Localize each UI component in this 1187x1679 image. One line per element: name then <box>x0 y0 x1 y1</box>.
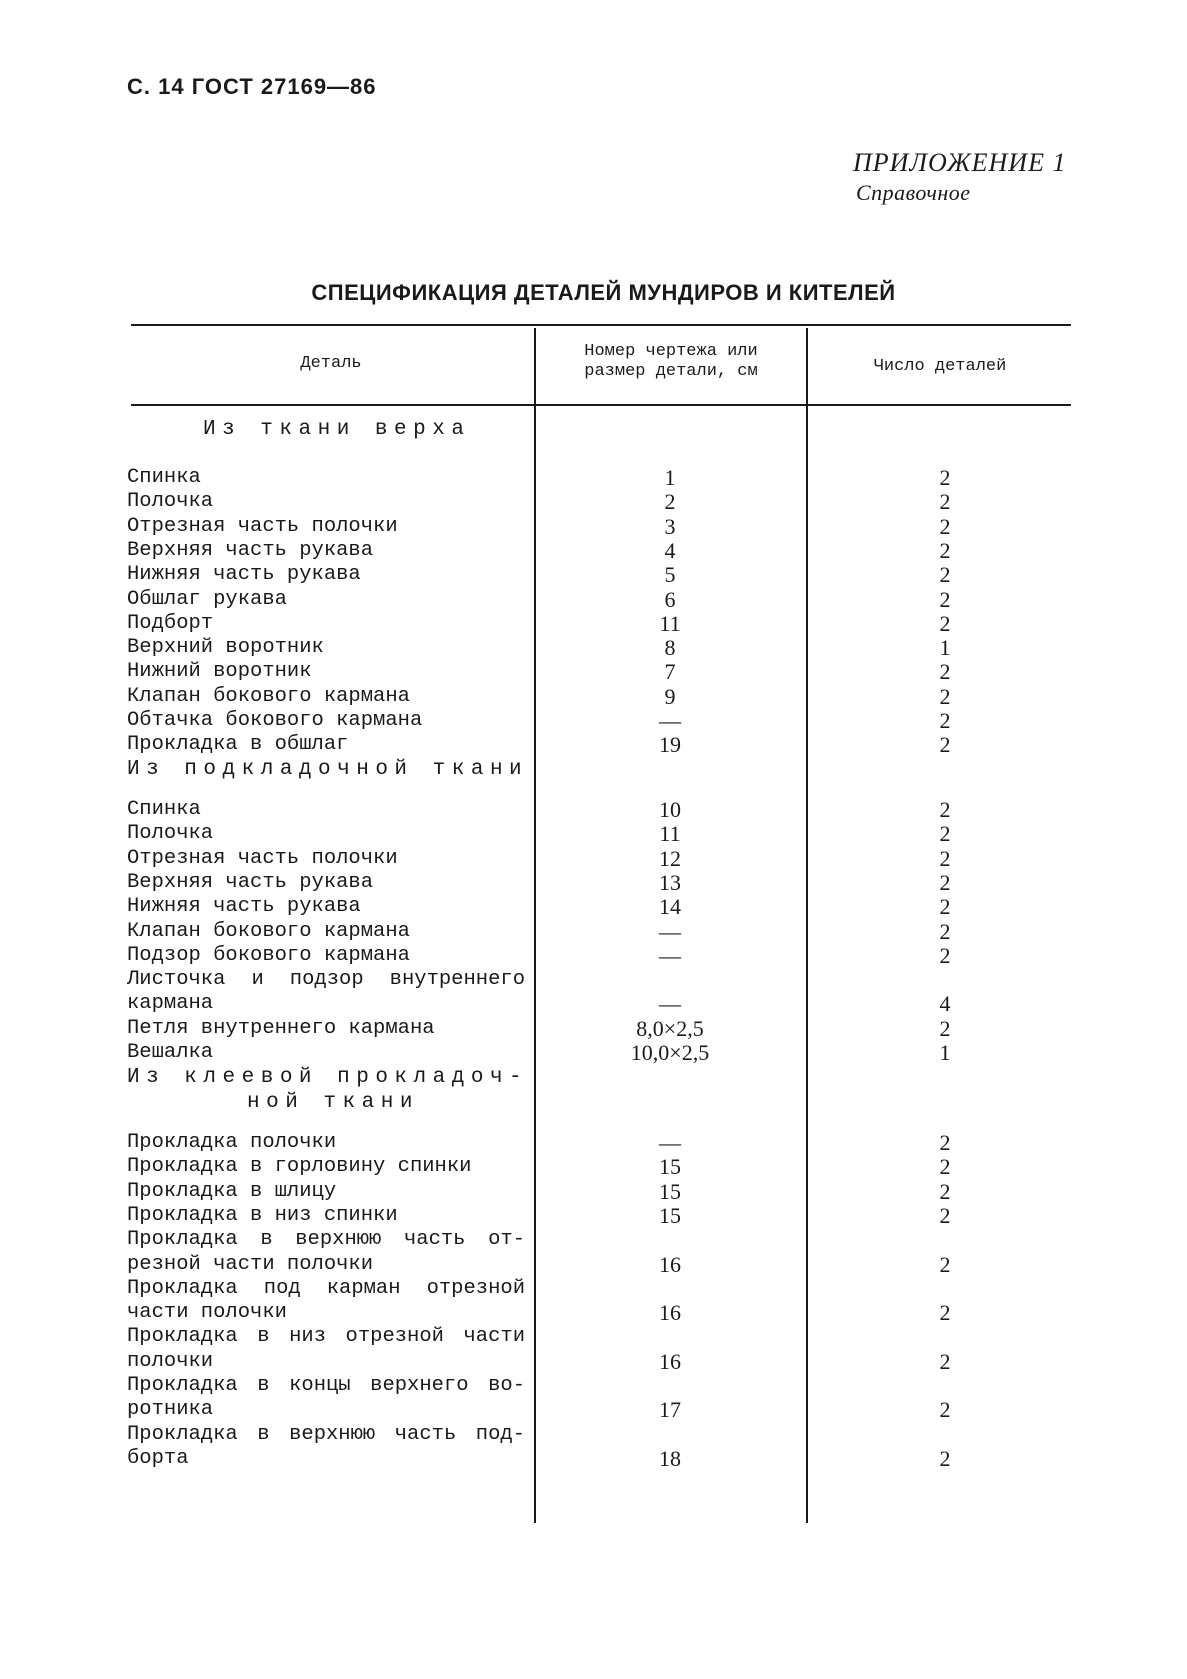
table-row <box>0 660 1187 684</box>
detail-count: 2 <box>939 465 951 490</box>
section-title: Из ткани верха <box>203 418 471 441</box>
detail-name: Прокладка в верхнюю часть под- <box>127 1422 525 1446</box>
drawing-number: 11 <box>659 610 681 636</box>
detail-count: 2 <box>939 1397 951 1423</box>
drawing-number: 5 <box>664 562 676 588</box>
drawing-number: 7 <box>664 659 676 685</box>
detail-count: 2 <box>939 894 951 920</box>
drawing-number: 16 <box>659 1348 681 1374</box>
detail-name: Полочка <box>127 490 214 514</box>
detail-name: Прокладка в низ спинки <box>127 1203 398 1227</box>
table-row <box>0 1301 1187 1325</box>
drawing-number: 16 <box>659 1300 681 1326</box>
detail-count: 2 <box>939 683 951 709</box>
table-row <box>0 612 1187 636</box>
table-row <box>0 1131 1187 1155</box>
drawing-number: — <box>659 708 681 733</box>
detail-name: Подборт <box>127 611 214 635</box>
detail-count: 2 <box>939 1251 951 1277</box>
detail-count: 2 <box>939 586 951 612</box>
detail-name: Прокладка в верхнюю часть от- <box>127 1228 525 1252</box>
table-row <box>0 1325 1187 1349</box>
table-row <box>0 992 1187 1016</box>
appendix-subtitle: Справочное <box>856 180 971 205</box>
table-row <box>0 895 1187 919</box>
detail-count: 2 <box>939 1348 951 1374</box>
detail-name: Прокладка в горловину спинки <box>127 1155 472 1179</box>
table-row <box>0 685 1187 709</box>
detail-name: Полочка <box>127 822 214 846</box>
detail-name: Прокладка в шлицу <box>127 1179 337 1203</box>
detail-count: 2 <box>939 732 951 758</box>
table-row <box>0 1398 1187 1422</box>
table-row <box>0 1350 1187 1374</box>
detail-count: 2 <box>939 797 951 822</box>
detail-name: Верхний воротник <box>127 636 324 660</box>
detail-name: Верхняя часть рукава <box>127 870 374 894</box>
detail-count: 2 <box>939 918 951 944</box>
drawing-number: 11 <box>659 821 681 847</box>
detail-count: 2 <box>939 1015 951 1041</box>
drawing-number: 3 <box>664 513 676 539</box>
detail-name: Нижний воротник <box>127 660 312 684</box>
detail-name-continued: резной части полочки <box>127 1252 374 1276</box>
column-header-number <box>538 342 804 382</box>
drawing-number: 2 <box>664 489 676 515</box>
detail-name-continued: борта <box>127 1446 189 1470</box>
table-row <box>0 539 1187 563</box>
detail-name: Прокладка в низ отрезной части <box>127 1325 525 1349</box>
detail-name: Вешалка <box>127 1041 214 1064</box>
drawing-number: — <box>659 991 681 1017</box>
table-row <box>0 1277 1187 1301</box>
detail-count: 2 <box>939 869 951 895</box>
drawing-number: 15 <box>659 1202 681 1228</box>
detail-name-continued: части полочки <box>127 1301 287 1325</box>
drawing-number: 19 <box>659 732 681 758</box>
table-row <box>0 822 1187 846</box>
column-header-number-line2: размер детали, см <box>584 362 758 381</box>
detail-name-continued: полочки <box>127 1349 214 1373</box>
detail-count: 1 <box>939 635 951 661</box>
table-row <box>0 1423 1187 1447</box>
detail-name: Петля внутреннего кармана <box>127 1016 435 1040</box>
table-row <box>0 1155 1187 1179</box>
detail-name: Прокладка под карман отрезной <box>127 1276 525 1300</box>
drawing-number: 18 <box>659 1445 681 1471</box>
table-row <box>0 515 1187 539</box>
drawing-number: 10 <box>659 797 681 822</box>
table-row <box>0 709 1187 733</box>
table-row <box>0 968 1187 992</box>
detail-name: Подзор бокового кармана <box>127 943 410 967</box>
drawing-number: 1 <box>664 465 676 490</box>
drawing-number: 14 <box>659 894 681 920</box>
table-row <box>0 563 1187 587</box>
detail-name: Отрезная часть полочки <box>127 514 398 538</box>
detail-name-continued: кармана <box>127 992 214 1016</box>
detail-count: 2 <box>939 1445 951 1471</box>
table-row <box>0 466 1187 490</box>
drawing-number: 12 <box>659 845 681 871</box>
drawing-number: 4 <box>664 537 676 563</box>
column-header-number-line1: Номер чертежа или <box>584 342 758 361</box>
detail-count: 2 <box>939 537 951 563</box>
drawing-number: 15 <box>659 1178 681 1204</box>
drawing-number: 13 <box>659 869 681 895</box>
section-title: Из подкладочной ткани <box>127 758 529 781</box>
detail-name: Прокладка в концы верхнего во- <box>127 1374 525 1397</box>
table-row <box>0 1204 1187 1228</box>
detail-count: 2 <box>939 845 951 871</box>
section-title: Из клеевой прокладоч- <box>127 1066 529 1089</box>
detail-name: Обшлаг рукава <box>127 587 287 611</box>
drawing-number: 15 <box>659 1154 681 1180</box>
table-row <box>0 847 1187 871</box>
section-title-continued: ной ткани <box>247 1091 419 1114</box>
detail-name: Верхняя часть рукава <box>127 538 374 562</box>
detail-name: Клапан бокового кармана <box>127 684 410 708</box>
detail-name: Спинка <box>127 466 201 489</box>
drawing-number: 16 <box>659 1251 681 1277</box>
table-row <box>0 636 1187 660</box>
table-row <box>0 1374 1187 1398</box>
drawing-number: 9 <box>664 683 676 709</box>
table-row <box>0 1017 1187 1041</box>
drawing-number: — <box>659 918 681 944</box>
detail-count: 2 <box>939 489 951 515</box>
detail-count: 2 <box>939 821 951 847</box>
document-title: СПЕЦИФИКАЦИЯ ДЕТАЛЕЙ МУНДИРОВ И КИТЕЛЕЙ <box>311 280 896 305</box>
drawing-number: 17 <box>659 1397 681 1423</box>
detail-count: 2 <box>939 659 951 685</box>
page-header: С. 14 ГОСТ 27169—86 <box>127 74 377 99</box>
detail-name: Нижняя часть рукава <box>127 563 361 587</box>
detail-name: Прокладка в обшлаг <box>127 733 349 757</box>
detail-count: 2 <box>939 1130 951 1155</box>
table-row <box>0 1041 1187 1065</box>
table-row <box>0 798 1187 822</box>
detail-name: Спинка <box>127 798 201 821</box>
detail-count: 2 <box>939 942 951 968</box>
table-header-rule <box>131 404 1071 406</box>
table-row <box>0 490 1187 514</box>
drawing-number: 10,0×2,5 <box>630 1040 710 1065</box>
detail-count: 4 <box>939 991 951 1017</box>
table-row <box>0 1180 1187 1204</box>
drawing-number: 8 <box>664 635 676 661</box>
drawing-number: 8,0×2,5 <box>636 1015 704 1041</box>
detail-name: Клапан бокового кармана <box>127 919 410 943</box>
detail-name: Обтачка бокового кармана <box>127 709 423 732</box>
drawing-number: — <box>659 1130 681 1155</box>
detail-count: 2 <box>939 1178 951 1204</box>
table-row <box>0 1253 1187 1277</box>
table-row <box>0 944 1187 968</box>
table-top-rule <box>131 324 1071 326</box>
table-row <box>0 871 1187 895</box>
detail-count: 2 <box>939 562 951 588</box>
table-row <box>0 920 1187 944</box>
detail-count: 2 <box>939 1202 951 1228</box>
column-header-detail: Деталь <box>300 354 362 373</box>
detail-count: 2 <box>939 1300 951 1326</box>
detail-count: 1 <box>939 1040 951 1065</box>
detail-name-continued: ротника <box>127 1398 214 1422</box>
drawing-number: 6 <box>664 586 676 612</box>
detail-count: 2 <box>939 610 951 636</box>
detail-name: Листочка и подзор внутреннего <box>127 968 525 992</box>
detail-name: Отрезная часть полочки <box>127 846 398 870</box>
table-row <box>0 733 1187 757</box>
detail-count: 2 <box>939 708 951 733</box>
detail-name: Нижняя часть рукава <box>127 895 361 919</box>
detail-name: Прокладка полочки <box>127 1131 337 1154</box>
appendix-title: ПРИЛОЖЕНИЕ 1 <box>853 148 1067 177</box>
detail-count: 2 <box>939 1154 951 1180</box>
drawing-number: — <box>659 942 681 968</box>
detail-count: 2 <box>939 513 951 539</box>
table-row <box>0 588 1187 612</box>
table-row <box>0 1447 1187 1471</box>
column-header-count: Число деталей <box>873 357 1007 376</box>
table-row <box>0 1228 1187 1252</box>
